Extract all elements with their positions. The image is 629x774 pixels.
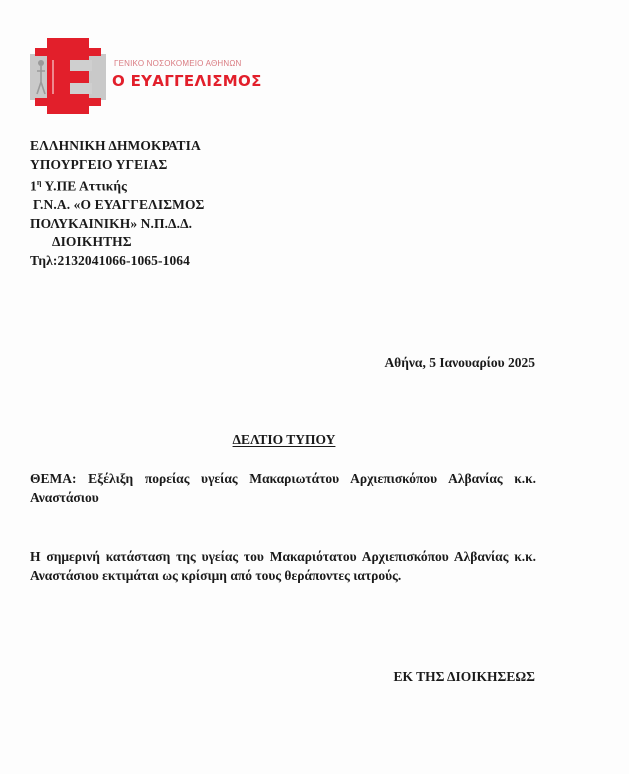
hospital-logo	[30, 38, 270, 116]
health-region-number: 1	[30, 178, 37, 194]
subject-label: ΘΕΜΑ:	[30, 471, 77, 486]
logo-staff-icon	[52, 60, 66, 94]
logo-subtitle: ΓΕΝΙΚΟ ΝΟΣΟΚΟΜΕΙΟ ΑΘΗΝΩΝ	[114, 59, 242, 68]
letterhead-director: ΔΙΟΙΚΗΤΗΣ	[52, 234, 132, 249]
health-region-ordinal: η	[36, 178, 42, 187]
logo-e-notch-top	[70, 60, 92, 71]
logo-figure-icon	[34, 58, 48, 96]
letterhead-republic: ΕΛΛΗΝΙΚΗ ΔΗΜΟΚΡΑΤΙΑ	[30, 138, 201, 153]
document-title	[0, 432, 568, 448]
document-subject	[30, 470, 536, 507]
cross-e-logo-icon	[30, 38, 106, 114]
letterhead-hospital: Γ.Ν.Α. «Ο ΕΥΑΓΓΕΛΙΣΜΟΣ	[33, 197, 205, 212]
letterhead-ministry: ΥΠΟΥΡΓΕΙΟ ΥΓΕΙΑΣ	[30, 156, 168, 172]
letterhead-hospital-legal: ΠΟΛΥΚΑΙΝΙΚΗ» Ν.Π.Δ.Δ.	[30, 215, 193, 231]
letterhead-health-region	[30, 174, 204, 196]
health-region-name: Υ.ΠΕ Αττικής	[41, 178, 127, 194]
logo-e-notch-bottom	[70, 83, 92, 94]
document-signature: ΕΚ ΤΗΣ ΔΙΟΙΚΗΣΕΩΣ	[393, 669, 535, 684]
letterhead-block	[30, 137, 204, 270]
document-title-text: ΔΕΛΤΙΟ ΤΥΠΟΥ	[232, 432, 336, 447]
subject-text: Εξέλιξη πορείας υγείας Μακαριωτάτου Αρχιεπισκόπου Αλβανίας κ.κ. Αναστάσιου	[30, 471, 536, 505]
letterhead-phone: Τηλ:2132041066-1065-1064	[30, 252, 190, 268]
document-date: Αθήνα, 5 Ιανουαρίου 2025	[384, 355, 535, 370]
logo-hospital-name: Ο ΕΥΑΓΓΕΛΙΣΜΟΣ	[112, 72, 262, 90]
document-body: Η σημερινή κατάσταση της υγείας του Μακαριότατου Αρχιεπισκόπου Αλβανίας κ.κ. Αναστάσιου εκτιμάται ως κρίσιμη από τους θεράποντες ιατρούς.	[30, 549, 536, 583]
